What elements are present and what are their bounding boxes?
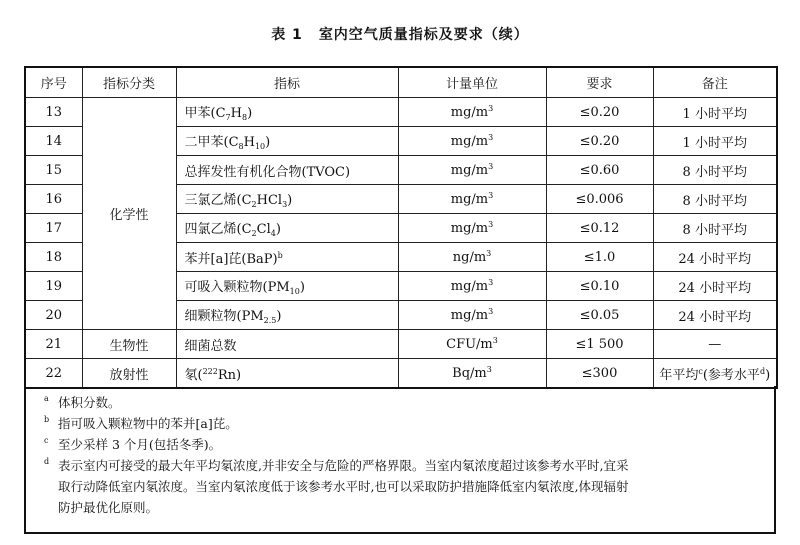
row-number: 20 — [25, 301, 82, 330]
remark: 1 小时平均 — [653, 127, 777, 156]
requirement: ≤0.006 — [546, 185, 653, 214]
table-row — [25, 359, 777, 389]
footnote-d: d 表示室内可接受的最大年平均氡浓度,并非安全与危险的严格界限。当室内氡浓度超过该参考水平时,宜采 取行动降低室内氡浓度。当室内氡浓度低于该参考水平时,也可以采取防护措施降低室内氡浓度,体现辐射 防护最优化原则。 — [44, 457, 629, 515]
row-number: 18 — [25, 243, 82, 272]
footnote-a: a 体积分数。 — [44, 394, 121, 410]
unit: $mg/m^3$ — [398, 156, 546, 185]
header-requirement: 要求 — [546, 67, 653, 98]
row-number: 21 — [25, 330, 82, 359]
requirement: ≤300 — [546, 359, 653, 389]
indicator-name: 细颗粒物$(PM_{2.5})$ — [176, 301, 398, 330]
unit: CFU/$m^3$ — [398, 330, 546, 359]
remark: 1 小时平均 — [653, 98, 777, 127]
requirement: ≤0.10 — [546, 272, 653, 301]
table-header-row — [25, 67, 777, 98]
header-remark: 备注 — [653, 67, 777, 98]
remark: 24 小时平均 — [653, 272, 777, 301]
table-title — [0, 24, 800, 44]
unit: $mg/m^3$ — [398, 127, 546, 156]
indicator-name: 苯并[a]芘(BaP)$^b$ — [176, 243, 398, 272]
table-number: 表 1 — [271, 27, 303, 43]
remark: 24 小时平均 — [653, 301, 777, 330]
requirement: ≤1.0 — [546, 243, 653, 272]
category-radioactive: 放射性 — [82, 359, 176, 389]
indicator-name: 甲苯$(C_7H_8)$ — [176, 98, 398, 127]
row-number: 16 — [25, 185, 82, 214]
indicator-name: 细菌总数 — [176, 330, 398, 359]
indicator-name: 二甲苯$(C_8H_{10})$ — [176, 127, 398, 156]
indicator-name: 氡($^{222}$Rn) — [176, 359, 398, 389]
header-indicator: 指标 — [176, 67, 398, 98]
row-number: 14 — [25, 127, 82, 156]
indicator-name: 三氯乙烯$(C_2HCl_3)$ — [176, 185, 398, 214]
indicator-name: 四氯乙烯$(C_2Cl_4)$ — [176, 214, 398, 243]
remark: — — [653, 330, 777, 359]
remark: 8 小时平均 — [653, 214, 777, 243]
footnotes — [24, 386, 776, 534]
header-category: 指标分类 — [82, 67, 176, 98]
header-unit: 计量单位 — [398, 67, 546, 98]
unit: $mg/m^3$ — [398, 272, 546, 301]
requirement: ≤0.20 — [546, 127, 653, 156]
row-number: 19 — [25, 272, 82, 301]
unit: $mg/m^3$ — [398, 301, 546, 330]
requirement: ≤0.05 — [546, 301, 653, 330]
requirement: ≤0.12 — [546, 214, 653, 243]
remark: 8 小时平均 — [653, 185, 777, 214]
unit: $ng/m^3$ — [398, 243, 546, 272]
remark: 8 小时平均 — [653, 156, 777, 185]
row-number: 13 — [25, 98, 82, 127]
row-number: 17 — [25, 214, 82, 243]
table-row — [25, 330, 777, 359]
unit: $Bq/m^3$ — [398, 359, 546, 389]
remark: 年平均$^c$(参考水平$^d$) — [653, 359, 777, 389]
unit: $mg/m^3$ — [398, 214, 546, 243]
category-biological: 生物性 — [82, 330, 176, 359]
category-chemical: 化学性 — [82, 98, 176, 330]
remark: 24 小时平均 — [653, 243, 777, 272]
footnote-b: b 指可吸入颗粒物中的苯并[a]芘。 — [44, 415, 238, 431]
unit: $mg/m^3$ — [398, 185, 546, 214]
footnote-c: c 至少采样 3 个月(包括冬季)。 — [44, 436, 222, 452]
indicator-name: 总挥发性有机化合物(TVOC) — [176, 156, 398, 185]
table-row — [25, 98, 777, 127]
indicator-name: 可吸入颗粒物$(PM_{10})$ — [176, 272, 398, 301]
requirement: ≤0.60 — [546, 156, 653, 185]
header-no: 序号 — [25, 67, 82, 98]
row-number: 15 — [25, 156, 82, 185]
row-number: 22 — [25, 359, 82, 389]
unit: $mg/m^3$ — [398, 98, 546, 127]
table-caption: 室内空气质量指标及要求（续） — [318, 27, 529, 43]
requirement: ≤0.20 — [546, 98, 653, 127]
requirement: ≤1 500 — [546, 330, 653, 359]
indicator-table — [24, 66, 778, 389]
